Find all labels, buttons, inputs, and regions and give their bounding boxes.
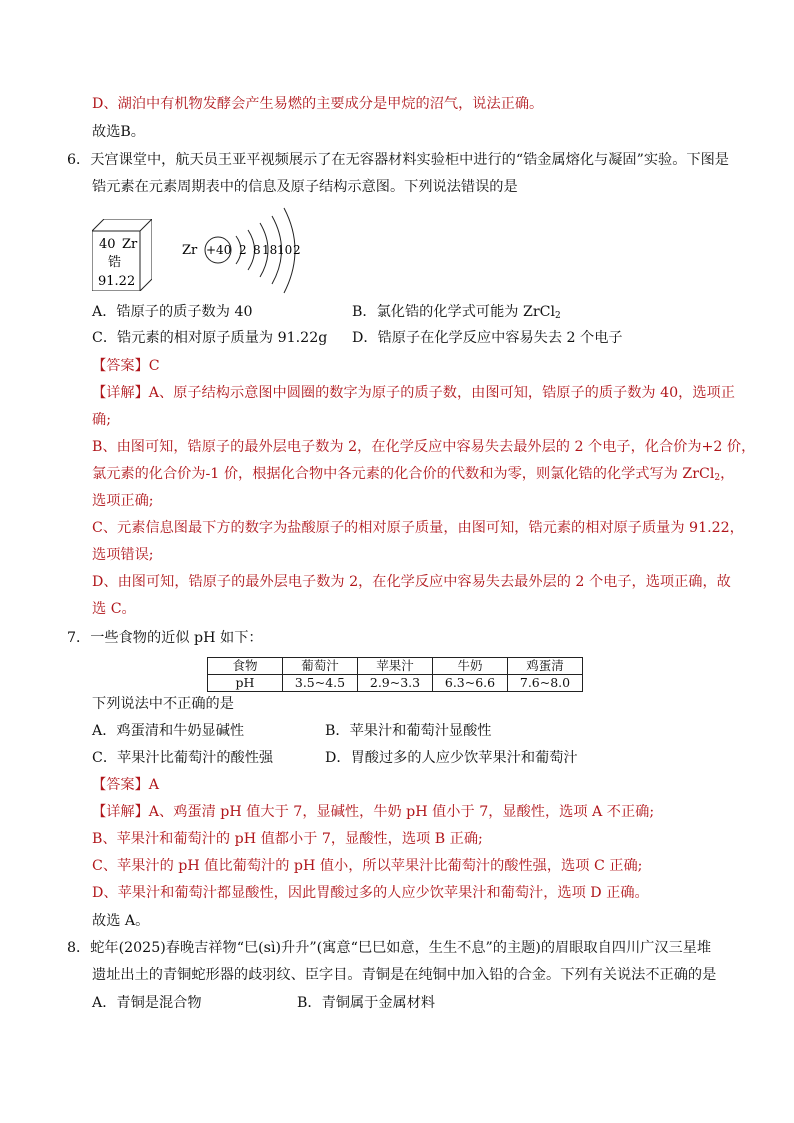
q7-option-a: A．鸡蛋清和牛奶显碱性 bbox=[92, 723, 245, 739]
q6-detail-text-4: 氯元素的化合价为-1 价，根据化合物中各元素的化合价的代数和为零，则氯化锆的化学式写为 ZrCl bbox=[92, 466, 715, 482]
ph-header-cell: 牛奶 bbox=[433, 658, 508, 675]
nucleus-charge: +40 bbox=[206, 243, 232, 257]
ph-header-cell: 食物 bbox=[208, 658, 283, 675]
zirconium-element-card bbox=[92, 219, 152, 295]
q7-detail-text-1: A、鸡蛋清 pH 值大于 7，显碱性，牛奶 pH 值小于 7，显酸性，选项 A 不正确; bbox=[148, 804, 655, 820]
q7-number: 7． bbox=[67, 630, 91, 646]
ph-value-cell: 2.9~3.3 bbox=[358, 675, 433, 692]
atom-structure-diagram bbox=[178, 203, 308, 299]
q6-detail-line-9: 选 C。 bbox=[92, 601, 136, 617]
element-card-svg bbox=[92, 219, 152, 291]
q6-option-d: D．锆原子在化学反应中容易失去 2 个电子 bbox=[352, 330, 623, 346]
element-name: 锆 bbox=[108, 255, 122, 270]
q7-detail-line-1 bbox=[92, 802, 654, 822]
q6-detail-line-5: 选项正确; bbox=[92, 493, 154, 509]
q7-option-b: B．苹果汁和葡萄汁显酸性 bbox=[325, 723, 492, 739]
q5-option-d-explanation: D、湖泊中有机物发酵会产生易燃的主要成分是甲烷的沼气，说法正确。 bbox=[92, 96, 544, 112]
q7-stem bbox=[67, 628, 263, 648]
shell-electrons-4: 10 bbox=[277, 243, 293, 257]
shell-electrons-3: 18 bbox=[262, 243, 278, 257]
ph-table-header-row bbox=[208, 658, 583, 675]
q6-detail-subscript: 2 bbox=[714, 473, 721, 483]
element-symbol: Zr bbox=[122, 237, 138, 252]
shell-electrons-1: 2 bbox=[239, 243, 247, 257]
q6-option-b-text: B．氯化锆的化学式可能为 ZrCl bbox=[352, 304, 556, 320]
ph-value-cell: 6.3~6.6 bbox=[433, 675, 508, 692]
q7-detail-line-3: C、苹果汁的 pH 值比葡萄汁的 pH 值小，所以苹果汁比葡萄汁的酸性强，选项 C 正确; bbox=[92, 858, 643, 874]
q6-detail-line-6: C、元素信息图最下方的数字为盐酸原子的相对原子质量，由图可知，锆元素的相对原子质量为 91.22， bbox=[92, 520, 744, 536]
q8-stem-text: 蛇年(2025)春晚吉祥物“巳(sì)升升”(寓意“巳巳如意，生生不息”的主题)的眉眼取自四川广汉三星堆 bbox=[90, 940, 712, 956]
ph-table-value-row bbox=[208, 675, 583, 692]
element-relative-mass: 91.22 bbox=[98, 274, 136, 289]
q6-stem-line2: 锆元素在元素周期表中的信息及原子结构示意图。下列说法错误的是 bbox=[92, 179, 518, 195]
q7-conclusion: 故选 A。 bbox=[92, 913, 150, 929]
q6-answer: 【答案】C bbox=[92, 358, 160, 374]
q7-detail-line-2: B、苹果汁和葡萄汁的 pH 值都小于 7，显酸性，选项 B 正确; bbox=[92, 831, 483, 847]
q7-detail-label: 【详解】 bbox=[92, 804, 149, 820]
q7-detail-line-4: D、苹果汁和葡萄汁都显酸性，因此胃酸过多的人应少饮苹果汁和葡萄汁，选项 D 正确。 bbox=[92, 885, 649, 901]
ph-header-cell: 葡萄汁 bbox=[283, 658, 358, 675]
ph-value-cell: 7.6~8.0 bbox=[508, 675, 583, 692]
q6-detail-tail: ， bbox=[720, 466, 735, 482]
q6-detail-label: 【详解】 bbox=[92, 385, 149, 401]
shell-electrons-5: 2 bbox=[293, 243, 301, 257]
q7-stem-text: 一些食物的近似 pH 如下： bbox=[90, 630, 263, 646]
ph-value-cell: 3.5~4.5 bbox=[283, 675, 358, 692]
ph-header-cell: 苹果汁 bbox=[358, 658, 433, 675]
q5-conclusion: 故选B。 bbox=[92, 124, 145, 140]
q6-detail-line-8: D、由图可知，锆原子的最外层电子数为 2，在化学反应中容易失去最外层的 2 个电子，选项正确，故 bbox=[92, 574, 731, 590]
q7-option-c: C．苹果汁比葡萄汁的酸性强 bbox=[92, 750, 274, 766]
q8-option-b: B．青铜属于金属材料 bbox=[297, 995, 436, 1011]
q6-number: 6． bbox=[67, 152, 91, 168]
shell-electrons-2: 8 bbox=[253, 243, 261, 257]
q6-option-b-subscript: 2 bbox=[555, 311, 561, 321]
q6-detail-text-1: A、原子结构示意图中圆圈的数字为原子的质子数，由图可知，锆原子的质子数为 40，选项正 bbox=[148, 385, 735, 401]
q6-option-c: C．锆元素的相对原子质量为 91.22g bbox=[92, 330, 328, 346]
q6-option-b bbox=[352, 302, 561, 326]
q6-option-a: A．锆原子的质子数为 40 bbox=[92, 304, 253, 320]
ph-header-cell: 鸡蛋清 bbox=[508, 658, 583, 675]
element-atomic-number: 40 bbox=[99, 237, 116, 252]
atom-symbol: Zr bbox=[182, 243, 198, 258]
q7-answer: 【答案】A bbox=[92, 777, 159, 793]
q6-detail-line-3: B、由图可知，锆原子的最外层电子数为 2，在化学反应中容易失去最外层的 2 个电子，化合价为+2 价， bbox=[92, 439, 756, 455]
q6-stem-line1 bbox=[67, 150, 729, 170]
q6-detail-line-2: 确; bbox=[92, 412, 111, 428]
q6-detail-line-1 bbox=[92, 383, 735, 403]
ph-table bbox=[207, 657, 583, 692]
q6-detail-line-7: 选项错误; bbox=[92, 547, 154, 563]
q8-number: 8． bbox=[67, 940, 91, 956]
q8-option-a: A．青铜是混合物 bbox=[92, 995, 202, 1011]
q6-detail-line-4 bbox=[92, 464, 734, 488]
q6-stem-text: 天宫课堂中，航天员王亚平视频展示了在无容器材料实验柜中进行的“锆金属熔化与凝固”实验。下图是 bbox=[90, 152, 729, 168]
q8-stem-line2: 遗址出土的青铜蛇形器的歧羽纹、臣字目。青铜是在纯铜中加入铅的合金。下列有关说法不正确的是 bbox=[92, 967, 717, 983]
q7-option-d: D．胃酸过多的人应少饮苹果汁和葡萄汁 bbox=[325, 750, 578, 766]
q7-question: 下列说法中不正确的是 bbox=[92, 696, 234, 712]
ph-value-cell: pH bbox=[208, 675, 283, 692]
q8-stem-line1 bbox=[67, 938, 711, 958]
